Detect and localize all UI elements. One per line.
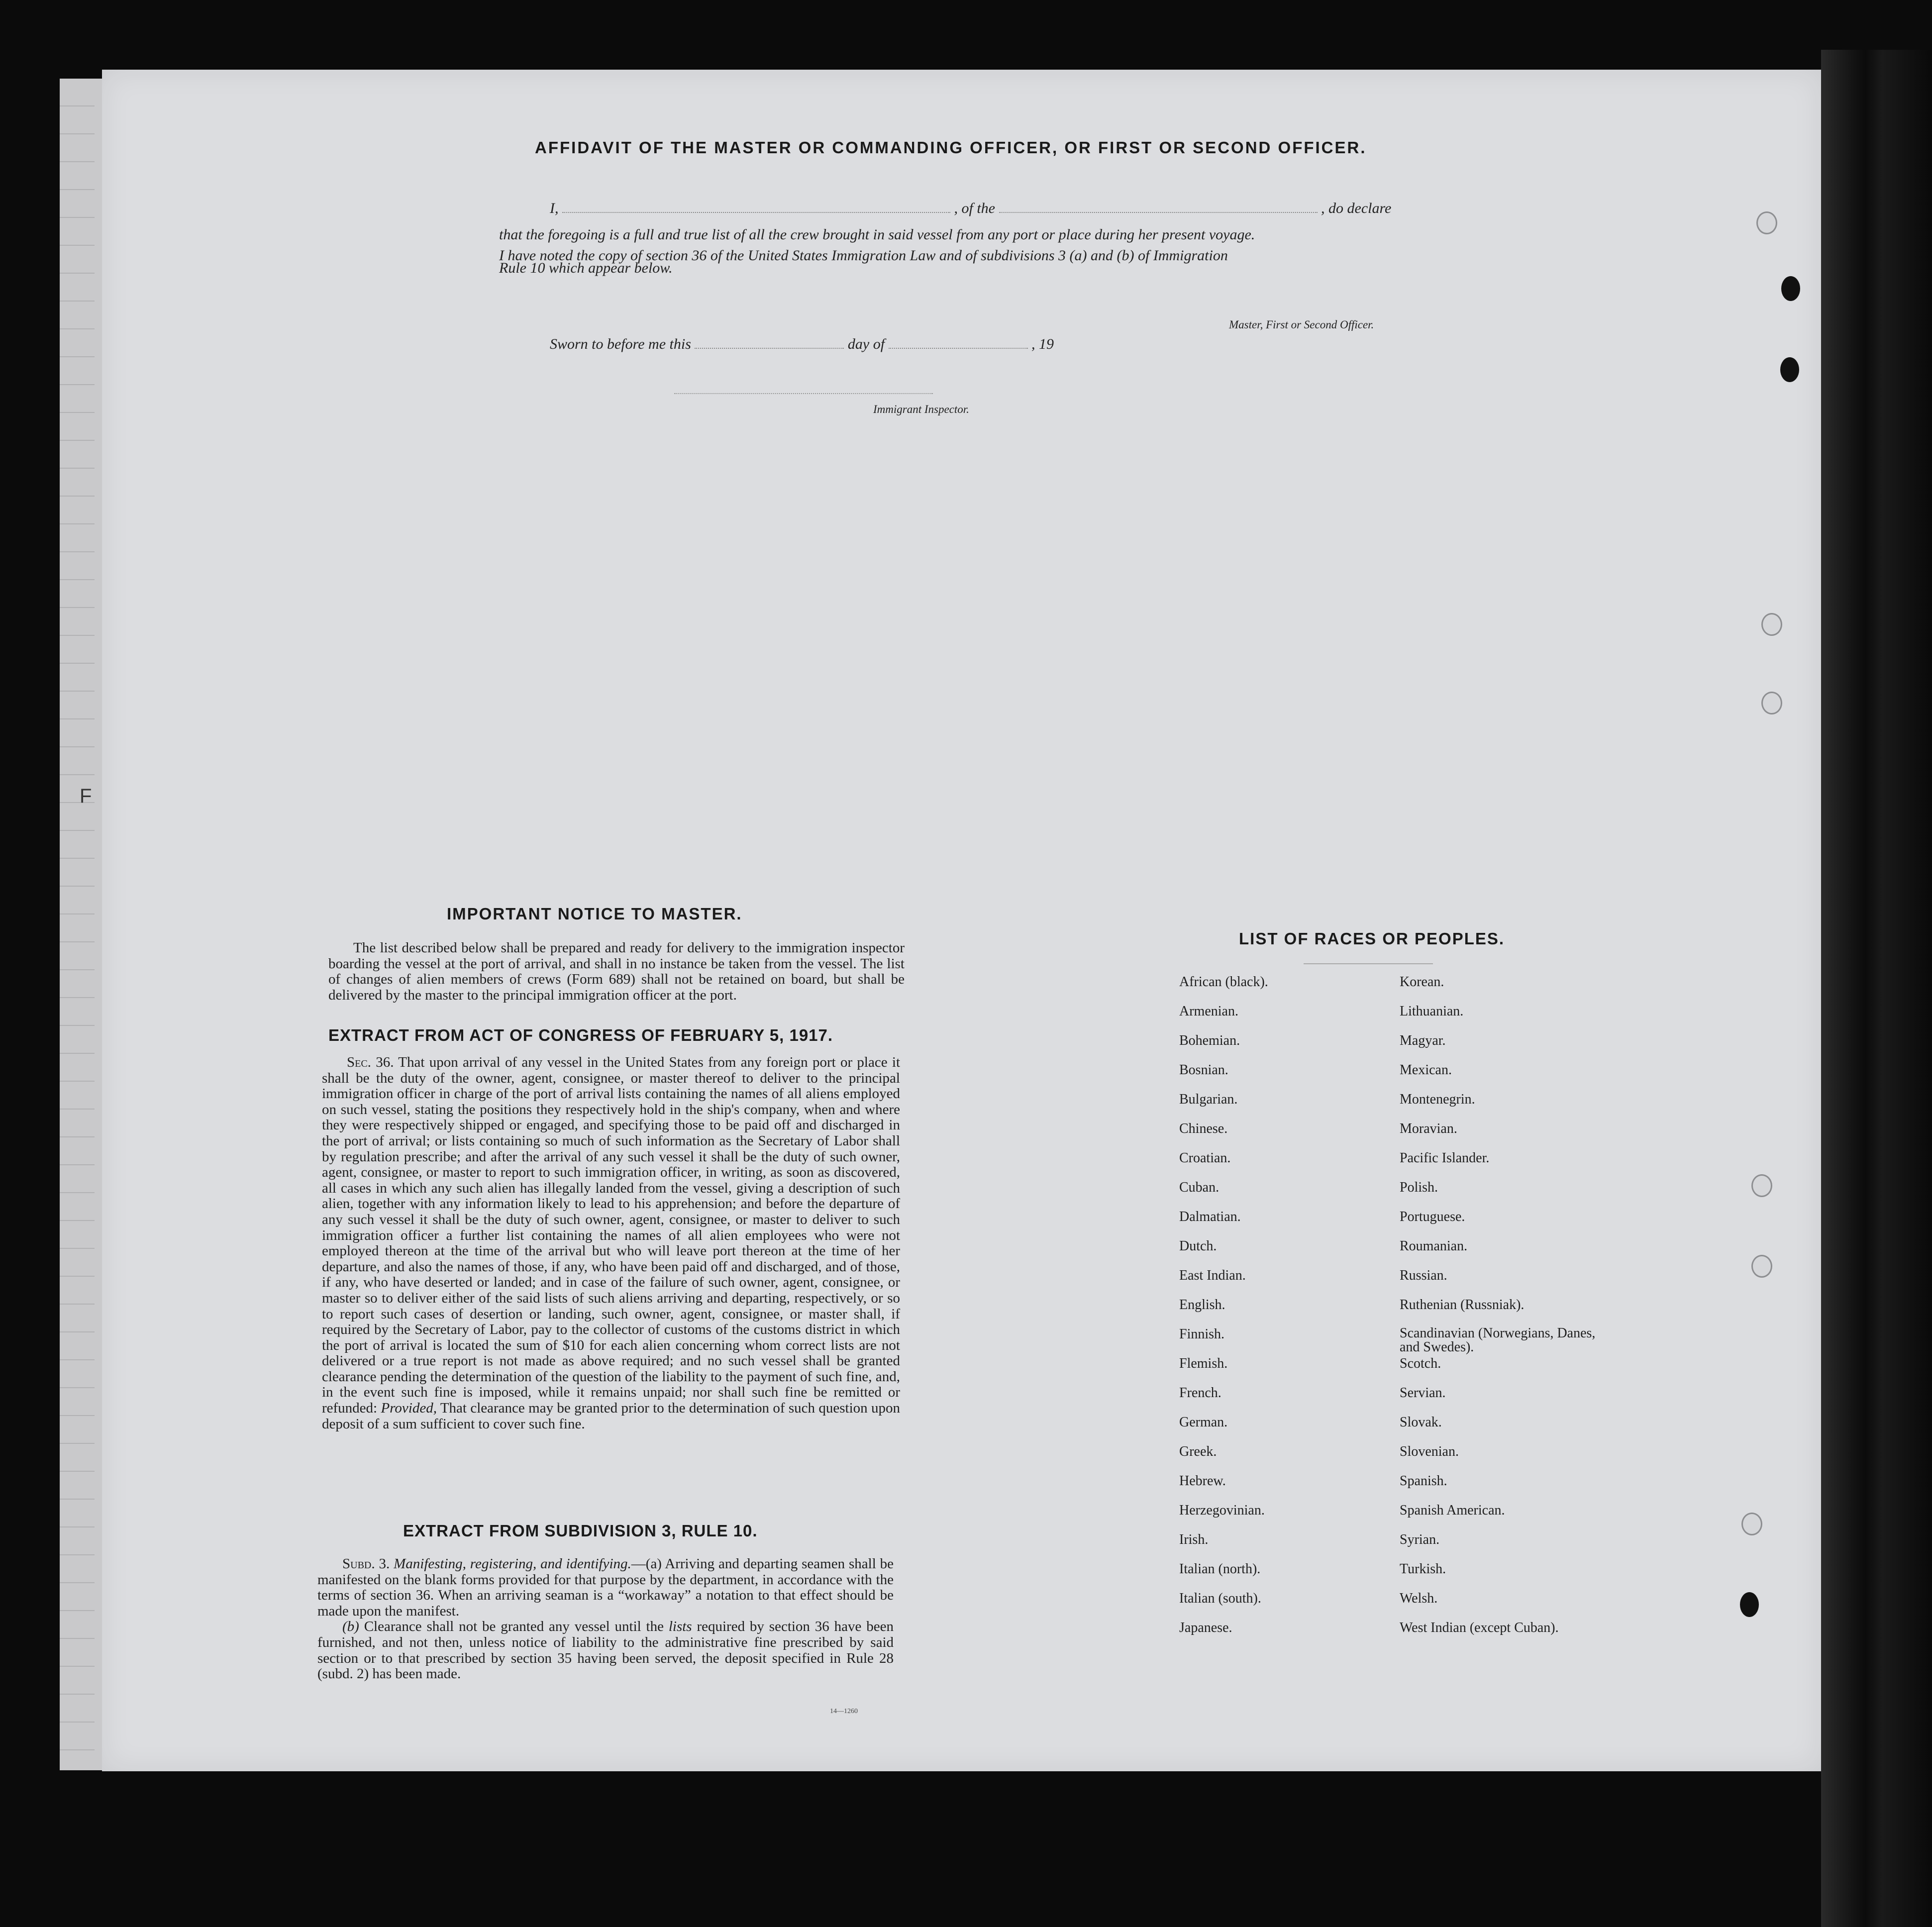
sec-label: Sec. 36. [347,1054,394,1070]
race-list-item: English. [1179,1297,1225,1313]
race-list-item: Hebrew. [1179,1473,1226,1489]
do-declare-label: , do declare [1321,200,1392,216]
race-list-item: Chinese. [1179,1121,1228,1136]
inspector-label: Immigrant Inspector. [873,403,969,415]
rule-paragraph-b [317,1619,894,1682]
races-title-rule [1304,963,1433,964]
race-list-item: Scandinavian (Norwegians, Danes, and Swedes). [1400,1325,1596,1355]
race-list-item: Moravian. [1400,1121,1457,1136]
race-list-item: Bohemian. [1179,1033,1240,1048]
race-list-item: East Indian. [1179,1268,1246,1283]
of-the-label: , of the [954,200,995,216]
race-list-item: French. [1179,1385,1221,1401]
race-list-item: Slovak. [1400,1415,1442,1430]
rule-text [317,1556,894,1682]
affidavit-title: AFFIDAVIT OF THE MASTER OR COMMANDING OFFICER, OR FIRST OR SECOND OFFICER. [535,138,1367,157]
races-right-column [1400,974,1609,1649]
race-list-item: Greek. [1179,1444,1217,1459]
race-list-item: Portuguese. [1400,1209,1465,1224]
affidavit-line-2: that the foregoing is a full and true list of all the crew brought in said vessel from any port or place during her present voyage. [499,226,1255,243]
race-list-item: Dutch. [1179,1238,1217,1254]
form-code: 14—1260 [830,1708,858,1715]
race-list-item: Dalmatian. [1179,1209,1241,1224]
rule-paragraph-a [317,1556,894,1619]
act-paragraph [322,1055,900,1432]
race-list-item: Spanish. [1400,1473,1447,1489]
sworn-label: Sworn to before me this [550,336,691,352]
race-list-item: Welsh. [1400,1591,1438,1606]
day-of-label: day of [847,336,885,352]
rule-title: EXTRACT FROM SUBDIVISION 3, RULE 10. [403,1521,758,1540]
race-list-item: Herzegovinian. [1179,1503,1265,1518]
sworn-line [550,336,1054,353]
affidavit-line-1 [550,200,1455,217]
vessel-blank [999,210,1318,213]
race-list-item: Servian. [1400,1385,1446,1401]
provided-label: Provided, [381,1400,437,1417]
binder-hole [1751,1174,1772,1197]
binder-hole [1741,1513,1762,1535]
race-list-item: West Indian (except Cuban). [1400,1620,1559,1635]
races-left-column [1179,974,1268,1649]
day-blank [695,346,844,349]
act-body-end: That clearance may be granted prior to the determination of such question upon deposit of a sum sufficient to cover such fine. [322,1400,900,1432]
binder-hole [1761,613,1782,636]
ruled-margin [60,79,95,1770]
race-list-item: Russian. [1400,1268,1447,1283]
para-b-lists: lists [668,1619,692,1635]
races-title: LIST OF RACES OR PEOPLES. [1239,929,1505,948]
race-list-item: German. [1179,1415,1228,1430]
race-list-item: Polish. [1400,1180,1438,1195]
race-list-item: Turkish. [1400,1561,1446,1577]
para-a-marker: —(a) [631,1556,662,1572]
race-list-item: Syrian. [1400,1532,1440,1547]
binder-hole [1740,1592,1759,1617]
binder-hole [1780,357,1799,382]
i-label: I, [550,200,559,216]
binder-hole [1756,211,1777,234]
binder-hole [1761,692,1782,714]
race-list-item: Finnish. [1179,1326,1225,1342]
race-list-item: Cuban. [1179,1180,1220,1195]
para-a-text: Arriving and departing seamen shall be manifested on the blank forms provided for that purpose by the department, in accordance with the terms of section 36. When an arriving seaman is a “workaway” a notation to that effect should be made upon the manifest. [317,1556,894,1619]
affidavit-line-4: Rule 10 which appear below. [499,260,673,276]
race-list-item: Korean. [1400,974,1444,990]
race-list-item: Scotch. [1400,1356,1441,1371]
page-edge-shadow [1821,50,1932,1927]
subd-heading: Manifesting, registering, and identifying. [394,1556,631,1572]
race-list-item: Croatian. [1179,1150,1231,1166]
act-title: EXTRACT FROM ACT OF CONGRESS OF FEBRUARY 5, 1917. [328,1026,833,1044]
race-list-item: Magyar. [1400,1033,1446,1048]
race-list-item: Flemish. [1179,1356,1228,1371]
inspector-signature-line [674,393,933,394]
affidavit-line-3: I have noted the copy of section 36 of the United States Immigration Law and of subdivisions 3 (a) and (b) of Immigration [499,247,1228,264]
race-list-item: Mexican. [1400,1062,1452,1078]
para-b-text-1: Clearance shall not be granted any vessel until the [364,1619,664,1635]
race-list-item: Bosnian. [1179,1062,1228,1078]
notice-title: IMPORTANT NOTICE TO MASTER. [447,905,742,923]
race-list-item: Armenian. [1179,1004,1238,1019]
race-list-item: Italian (north). [1179,1561,1261,1577]
race-list-item: Slovenian. [1400,1444,1459,1459]
race-list-item: Spanish American. [1400,1503,1505,1518]
race-list-item: Pacific Islander. [1400,1150,1490,1166]
master-signature-label: Master, First or Second Officer. [1229,318,1374,331]
race-list-item: Japanese. [1179,1620,1232,1635]
notice-text [328,940,905,1003]
binder-hole [1781,276,1800,301]
race-list-item: African (black). [1179,974,1268,990]
race-list-item: Lithuanian. [1400,1004,1464,1019]
race-list-item: Italian (south). [1179,1591,1261,1606]
binder-hole [1751,1255,1772,1278]
name-blank [562,210,950,213]
subd-label: Subd. 3. [342,1556,390,1572]
para-b-text-2: required by section 36 have been furnished, and not then, unless notice of liability to the administrative fine prescribed by said section or to that prescribed by section 35 having been served, the deposit specified in Rule 28 (subd. 2) has been made. [317,1619,894,1682]
act-text [322,1055,900,1432]
race-list-item: Ruthenian (Russniak). [1400,1297,1525,1313]
month-blank [889,346,1028,349]
notice-paragraph: The list described below shall be prepared and ready for delivery to the immigration inspector boarding the vessel at the port of arrival, and shall in no instance be taken from the vessel. The list of changes of alien members of crews (Form 689) shall not be retained on board, but shall be delivered by the master to the principal immigration officer at the port. [328,940,905,1003]
margin-letter: F [80,785,92,807]
year-label: , 19 [1031,336,1054,352]
act-body: That upon arrival of any vessel in the United States from any foreign port or place it shall be the duty of the owner, agent, consignee, or master thereof to deliver to the principal immigration officer in charge of the port of arrival lists containing the names of all aliens employed on such vessel, stating the positions they respectively hold in the ship's company, when and where they were respectively shipped or engaged, and specifying those to be paid off and discharged in the port of arrival; or lists containing so much of such information as the Secretary of Labor shall by regulation prescribe; and after the arrival of any such vessel it shall be the duty of such owner, agent, consignee, or master to report to such immigration officer, in writing, as soon as discovered, all cases in which any such alien has illegally landed from the vessel, giving a description of such alien, together with any information likely to lead to his apprehension; and before the departure of any such vessel it shall be the duty of such owner, agent, consignee, or master to deliver to such immigration officer a further list containing the names of all alien employees who were not employed thereon at the time of the arrival but who will leave port thereon at the time of her departure, and also the names of those, if any, who have been paid off and discharged, and of those, if any, who have deserted or landed; and in case of the failure of such owner, agent, consignee, or master so to deliver either of the said lists of such aliens arriving and departing, respectively, or so to report such cases of desertion or landing, such owner, agent, consignee, or master shall, if required by the Secretary of Labor, pay to the collector of customs of the customs district in which the port of arrival is located the sum of $10 for each alien concerning whom correct lists are not delivered or a true report is not made as above required; and no such vessel shall be granted clearance pending the determination of the question of the liability to the payment of such fine, and, in the event such fine is imposed, while it remains unpaid; nor shall such fine be remitted or refunded: [322,1054,901,1417]
para-b-marker: (b) [342,1619,359,1635]
race-list-item: Bulgarian. [1179,1092,1238,1107]
race-list-item: Montenegrin. [1400,1092,1475,1107]
race-list-item: Irish. [1179,1532,1209,1547]
race-list-item: Roumanian. [1400,1238,1468,1254]
